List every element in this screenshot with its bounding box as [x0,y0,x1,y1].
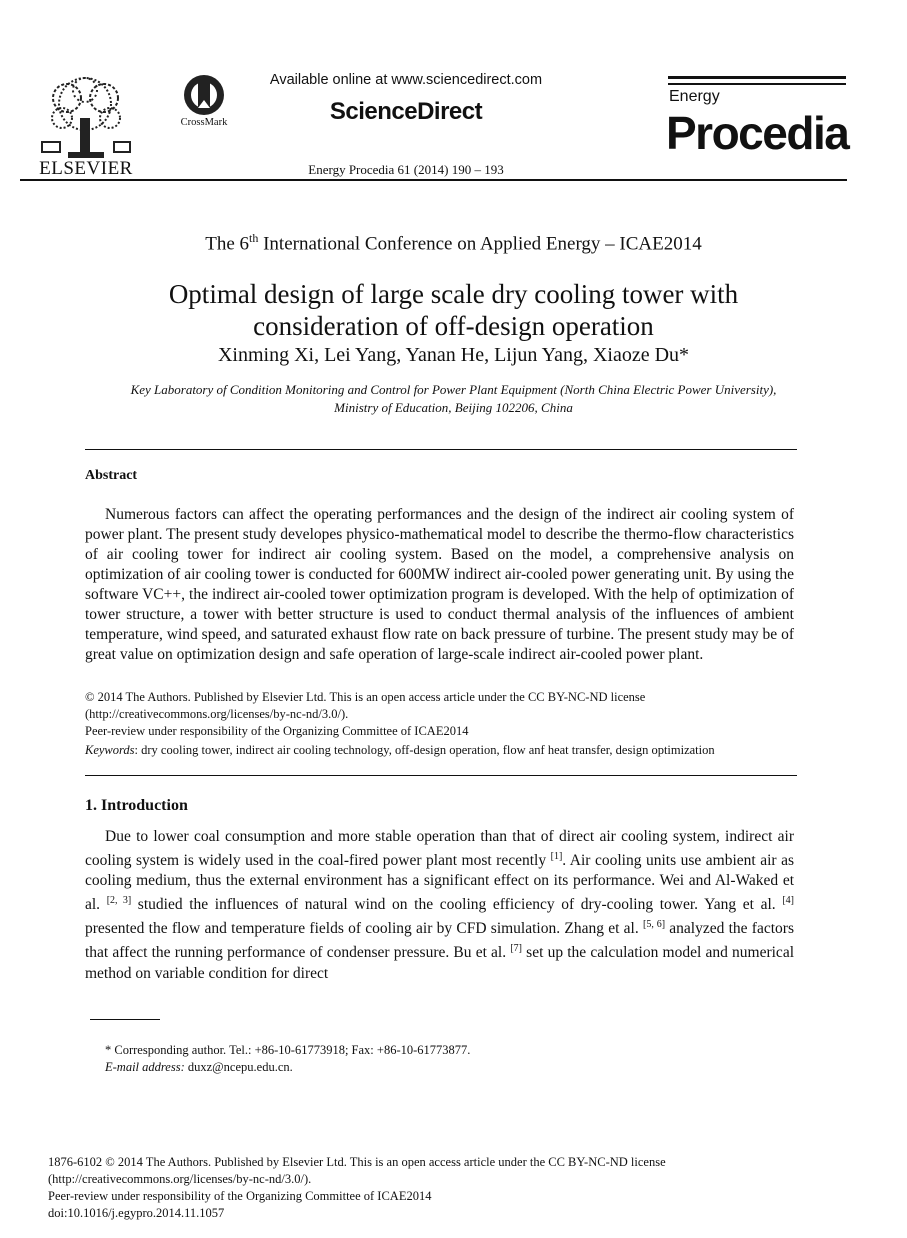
citation[interactable]: [4] [782,895,795,907]
header-divider [20,179,847,181]
abstract-divider-top [85,449,797,450]
email-link[interactable]: duxz@ncepu.edu.cn. [184,1060,293,1074]
journal-brand-rule [668,76,846,79]
conference-name: The 6th International Conference on Applied Energy – ICAE2014 [205,231,702,255]
citation[interactable]: [2, 3] [106,895,132,907]
affiliation: Key Laboratory of Condition Monitoring and Control for Power Plant Equipment (North China Electric Power University), Ministry of Education, Beijing 102206, China [130,382,777,415]
journal-brand-procedia: Procedia [666,107,849,159]
crossmark-label: CrossMark [180,117,228,128]
available-online-text[interactable]: Available online at www.sciencedirect.com [269,72,543,88]
citation[interactable]: [1] [550,851,563,862]
abstract-body: Numerous factors can affect the operating performances and the design of the indirect air cooling system of power plant. The present study developes physico-mathematical model to describe the thermo-flow characteristics of air cooling tower for indirect air cooling system. Based on the model, a comprehensive analysis on optimization of air cooling tower is conducted for 600MW indirect air-cooled power generating unit. By using the software VC++, the indirect air-cooled tower optimization program is developed. With the help of optimization of tower structure, a tower with better structure is used to conduct thermal analysis of the influences of ambient temperature, wind speed, and saturated exhaust flow rate on back pressure of turbine. The present study may be of great value on optimization design and safe operation of large-scale indirect air-cooled power plant. [85,506,794,663]
license-link[interactable]: (http://creativecommons.org/licenses/by-nc-nd/3.0/). [85,707,349,721]
citation[interactable]: [5, 6] [642,919,666,931]
paper-title: Optimal design of large scale dry cooling tower with consideration of off-design operation [168,279,739,341]
email-note: E-mail address: duxz@ncepu.edu.cn. [105,1060,293,1074]
doi-link[interactable]: doi:10.1016/j.egypro.2014.11.1057 [48,1206,225,1220]
abstract-copyright: © 2014 The Authors. Published by Elsevier Ltd. This is an open access article under the CC BY-NC-ND license (http://creativecommons.org/licenses/by-nc-nd/3.0/). Peer-review under responsibility of the Organizing Committee of ICAE2014 [85,689,794,740]
page-footer: 1876-6102 © 2014 The Authors. Published by Elsevier Ltd. This is an open access article under the CC BY-NC-ND license (http://creativecommons.org/licenses/by-nc-nd/3.0/). Peer-review under responsibility of the Organizing Committee of ICAE2014 doi:10.1016/j.egypro.2014.11.1057 [48,1154,868,1222]
journal-brand-rule [668,83,846,85]
publisher-name: ELSEVIER [39,158,133,179]
abstract-divider-bottom [85,775,797,776]
corresponding-author-note: * Corresponding author. Tel.: +86-10-61773918; Fax: +86-10-61773877. [105,1043,471,1057]
author-list: Xinming Xi, Lei Yang, Yanan He, Lijun Yang, Xiaoze Du* [217,344,690,366]
journal-brand-energy: Energy [669,88,720,105]
citation[interactable]: [7] [510,943,522,955]
keywords: Keywords: dry cooling tower, indirect air cooling technology, off-design operation, flow anf heat transfer, design optimization [85,743,715,757]
footnote-divider [90,1019,160,1020]
journal-reference: Energy Procedia 61 (2014) 190 – 193 [308,162,504,177]
footer-license-link[interactable]: (http://creativecommons.org/licenses/by-nc-nd/3.0/). [48,1172,312,1186]
introduction-paragraph: Due to lower coal consumption and more stable operation than that of direct air cooling system, indirect air cooling system is widely used in the coal-fired power plant most recently [1]. Air cooling units use ambient air as cooling medium, thus the external environment has a significant effect on its performance. Wei and Al-Waked et al. [2, 3] studied the influences of natural wind on the cooling efficiency of dry-cooling tower. Yang et al. [4] presented the flow and temperature fields of cooling air by CFD simulation. Zhang et al. [5, 6] analyzed the factors that affect the running performance of condenser pressure. Bu et al. [7] set up the calculation model and numerical method on variable condition for direct [85,828,795,982]
abstract-heading: Abstract [85,468,138,483]
sciencedirect-logo[interactable]: ScienceDirect [329,98,483,125]
section-heading-introduction: 1. Introduction [85,797,188,814]
